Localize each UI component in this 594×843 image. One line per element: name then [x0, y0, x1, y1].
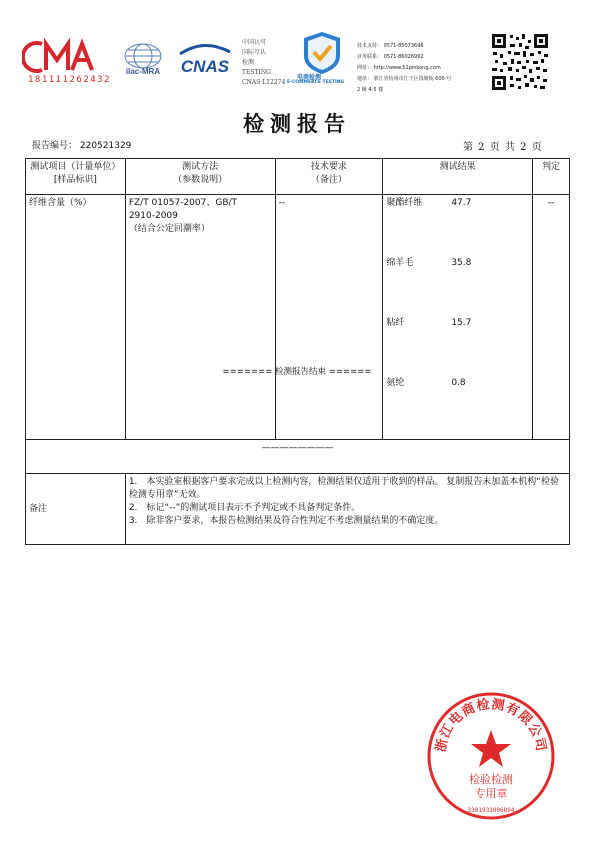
contact-address-line2: 2 幢 4-5 楼: [357, 87, 384, 93]
result-row: [386, 257, 529, 317]
official-stamp: [425, 690, 557, 822]
contact-support: 技术支持： 0571-85073696: [357, 43, 424, 49]
cell-requirement: --: [275, 195, 383, 440]
cell-test-item: 纤维含量（%）: [26, 195, 126, 440]
cnas-text: CNAS: [180, 57, 230, 76]
fiber-name: 绵羊毛: [386, 258, 414, 268]
cnas-logo: [172, 40, 237, 82]
page-title: 检测报告: [243, 111, 351, 136]
remark-item: 1. 本实验室根据客户要求完成以上检测内容，检测结果仅适用于收到的样品。 复制报告未加盖本机构“检验检测专用章”无效。: [128, 477, 559, 500]
cnas-line: 国际互认: [242, 49, 267, 56]
contact-info: [357, 41, 451, 96]
cnas-line: 中国认可: [242, 39, 267, 46]
qr-code: [490, 32, 550, 92]
cnas-line: TESTING: [242, 69, 271, 76]
result-row: [386, 377, 529, 437]
report-end-line: ======= 检测报告结束 ======: [222, 367, 372, 377]
result-row: [386, 197, 529, 257]
fiber-name: 粘纤: [386, 318, 405, 328]
fiber-name: 氨纶: [386, 378, 405, 388]
cnas-accreditation-text: [242, 38, 285, 88]
fiber-value: 15.7: [451, 318, 472, 328]
fiber-value: 0.8: [451, 378, 466, 388]
ecommerce-label-en: E-COMMERCE TESTING: [287, 80, 345, 85]
contact-address: 地址： 浙江省杭州市江干区钱塘街 600 号: [357, 76, 452, 82]
cell-judgement: --: [533, 195, 570, 440]
stamp-code: 3301931006894: [467, 807, 515, 814]
separator-row: [26, 440, 570, 474]
fiber-name: 聚酯纤维: [386, 198, 423, 208]
header-judgement: 判定: [533, 159, 570, 195]
cnas-line: 检测: [242, 59, 255, 66]
remarks-row: [26, 474, 570, 545]
remark-item: 2. 标记“--”的测试项目表示不予判定或不具备判定条件。: [128, 503, 361, 513]
cell-results: [383, 195, 533, 440]
stamp-purpose-line2: 专用章: [474, 787, 508, 800]
report-number: 报告编号： 220521329: [32, 141, 132, 151]
header-test-item: 测试项目（计量单位） [样品标识]: [26, 159, 126, 195]
stamp-org-name: 浙江电商检测有限公司: [433, 697, 549, 754]
contact-website: 网址： http://www.51pinkong.com: [357, 65, 441, 71]
remarks-content: [125, 474, 569, 545]
ecommerce-label-cn: 电商检测: [297, 74, 322, 81]
fiber-value: 35.8: [451, 258, 472, 268]
cell-test-method: FZ/T 01057-2007、GB/T 2910-2009 （结合公定回潮率）: [125, 195, 275, 440]
cnas-line: CNAS L12274: [242, 79, 286, 86]
page-indicator: 第 2 页 共 2 页: [463, 142, 543, 153]
remarks-label: 备注: [26, 474, 126, 545]
contact-business: 业务联系： 0571-86026992: [357, 54, 424, 60]
table-header-row: [26, 159, 570, 195]
stamp-purpose-line1: 检验检测: [469, 773, 513, 786]
table-row: [26, 195, 570, 440]
cma-certificate-code: 181111262432: [28, 75, 112, 85]
ilac-text: ilac-MRA: [125, 67, 161, 76]
remark-item: 3. 除非客户要求，本报告检测结果及符合性判定不考虑测量结果的不确定度。: [128, 516, 444, 526]
header-requirement: 技术要求 （备注）: [275, 159, 383, 195]
header-test-method: 测试方法 （参数说明）: [125, 159, 275, 195]
test-results-table: [25, 158, 570, 545]
separator-cell: ————————: [26, 440, 570, 474]
fiber-value: 47.7: [451, 198, 472, 208]
ilac-mra-logo: [117, 40, 169, 78]
stamp-star-icon: [471, 730, 511, 767]
header-result: 测试结果: [383, 159, 533, 195]
